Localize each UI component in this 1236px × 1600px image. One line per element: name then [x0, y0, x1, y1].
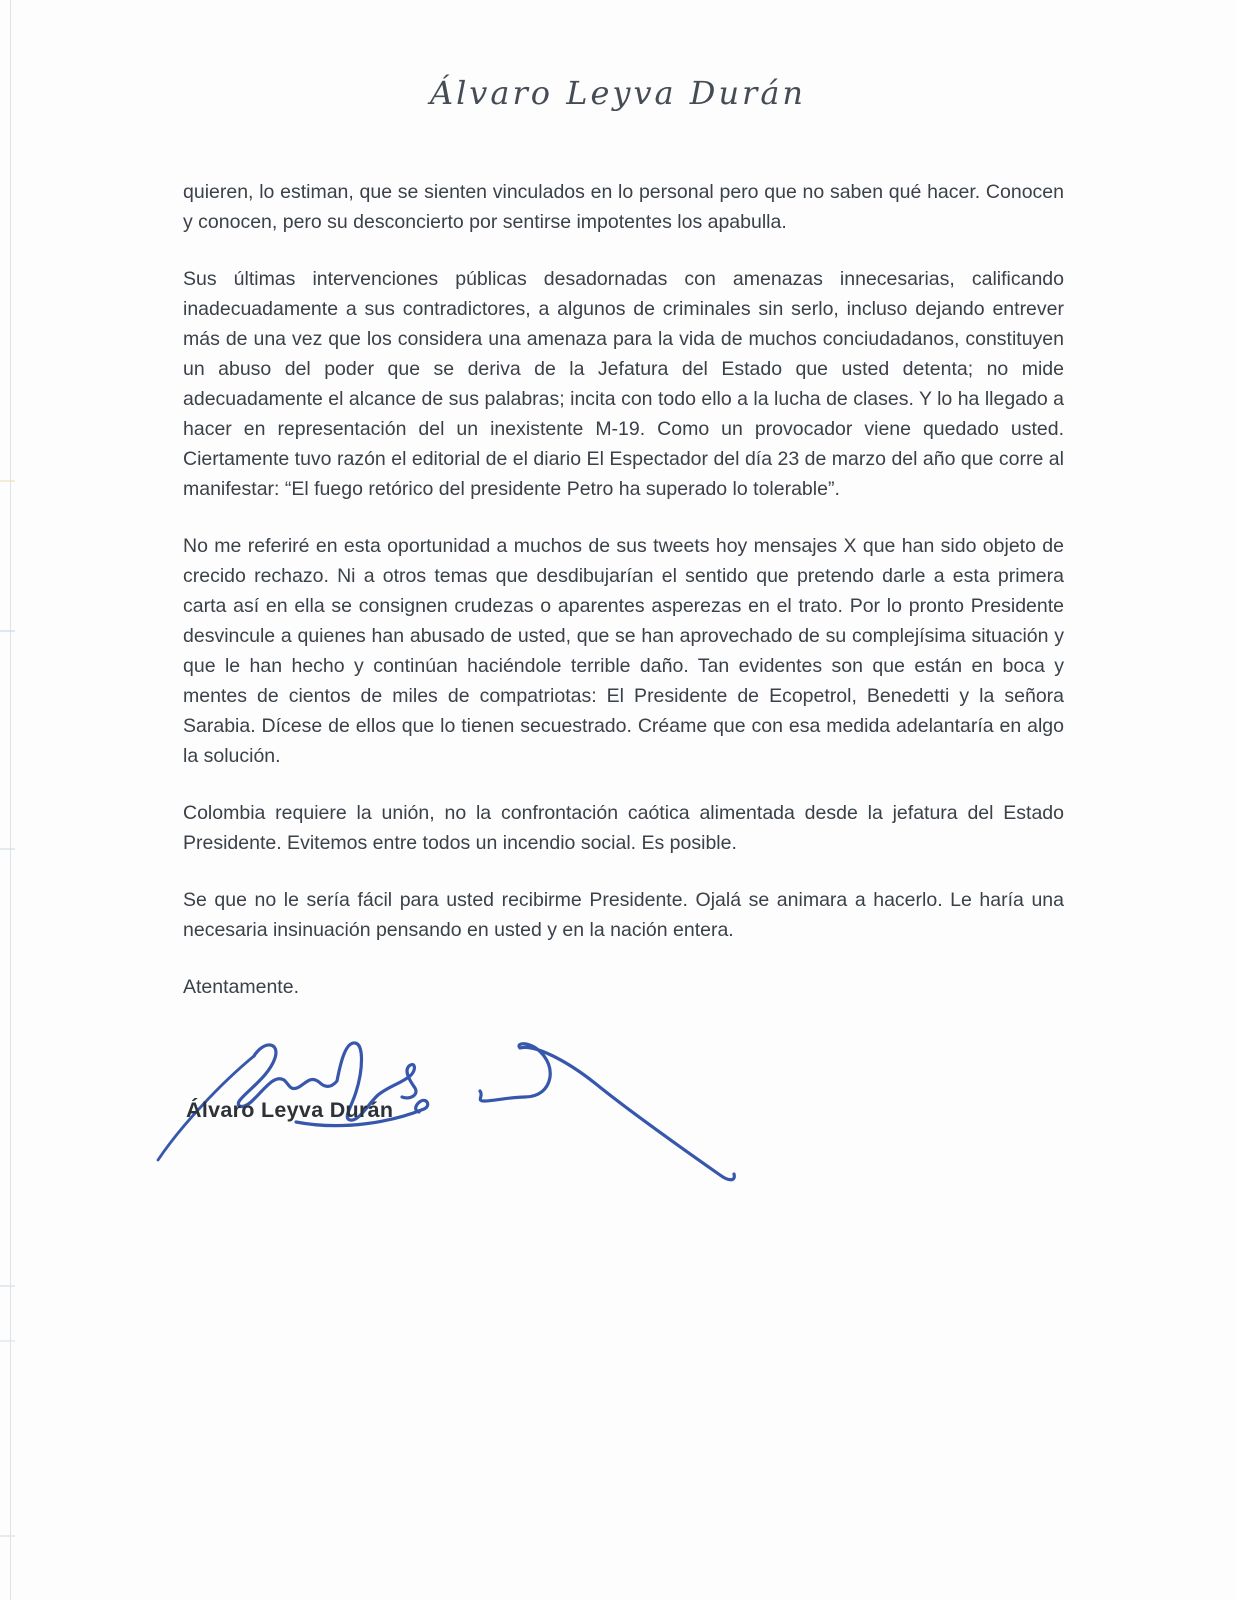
letter-paragraph: Sus últimas intervenciones públicas desadornadas con amenazas innecesarias, calificando inadecuadamente a sus contradictores, a algunos de criminales sin serlo, incluso dejando entrever más de una vez que los considera una amenaza para la vida de muchos conciudadanos, constituyen un abuso del poder que se deriva de la Jefatura del Estado que usted detenta; no mide adecuadamente el alcance de sus palabras; incita con todo ello a la lucha de clases. Y lo ha llegado a hacer en representación del un inexistente M-19. Como un provocador viene quedado usted. Ciertamente tuvo razón el editorial de el diario El Espectador del día 23 de marzo del año que corre al manifestar: “El fuego retórico del presidente Petro ha superado lo tolerable”.: [183, 268, 1064, 500]
scan-artifact-tick: [0, 1285, 15, 1287]
letter-closing: Atentamente.: [183, 976, 299, 998]
signature-stroke: [480, 1044, 734, 1180]
scan-artifact-edge-line: [10, 0, 11, 1600]
scan-artifact-tick: [0, 848, 15, 850]
letterhead-script-name: Álvaro Leyva Durán: [429, 74, 807, 112]
scan-artifact-tick: [0, 630, 15, 632]
letter-body: [183, 177, 1064, 1029]
letter-paragraph: No me referiré en esta oportunidad a muchos de sus tweets hoy mensajes X que han sido objeto de crecido rechazo. Ni a otros temas que desdibujarían el sentido que pretendo darle a esta primera carta así en ella se consignen crudezas o aparentes asperezas en el trato. Por lo pronto Presidente desvincule a quienes han abusado de usted, que se han aprovechado de su complejísima situación y que le han hecho y continúan haciéndole terrible daño. Tan evidentes son que están en boca y mentes de cientos de miles de compatriotas: El Presidente de Ecopetrol, Benedetti y la señora Sarabia. Dícese de ellos que lo tienen secuestrado. Créame que con esa medida adelantaría en algo la solución.: [183, 535, 1064, 767]
scan-artifact-tick: [0, 480, 15, 482]
letter-paragraph: quieren, lo estiman, que se sienten vinculados en lo personal pero que no saben qué hacer. Conocen y conocen, pero su desconcierto por sentirse impotentes los apabulla.: [183, 181, 1064, 233]
signer-name: Álvaro Leyva Durán: [186, 1098, 394, 1122]
scan-artifact-tick: [0, 1340, 15, 1342]
scan-artifact-tick: [0, 1535, 15, 1537]
letter-paragraph: Colombia requiere la unión, no la confrontación caótica alimentada desde la jefatura del Estado Presidente. Evitemos entre todos un incendio social. Es posible.: [183, 802, 1064, 854]
letter-paragraph: Se que no le sería fácil para usted recibirme Presidente. Ojalá se animara a hacerlo. Le haría una necesaria insinuación pensando en usted y en la nación entera.: [183, 889, 1064, 941]
